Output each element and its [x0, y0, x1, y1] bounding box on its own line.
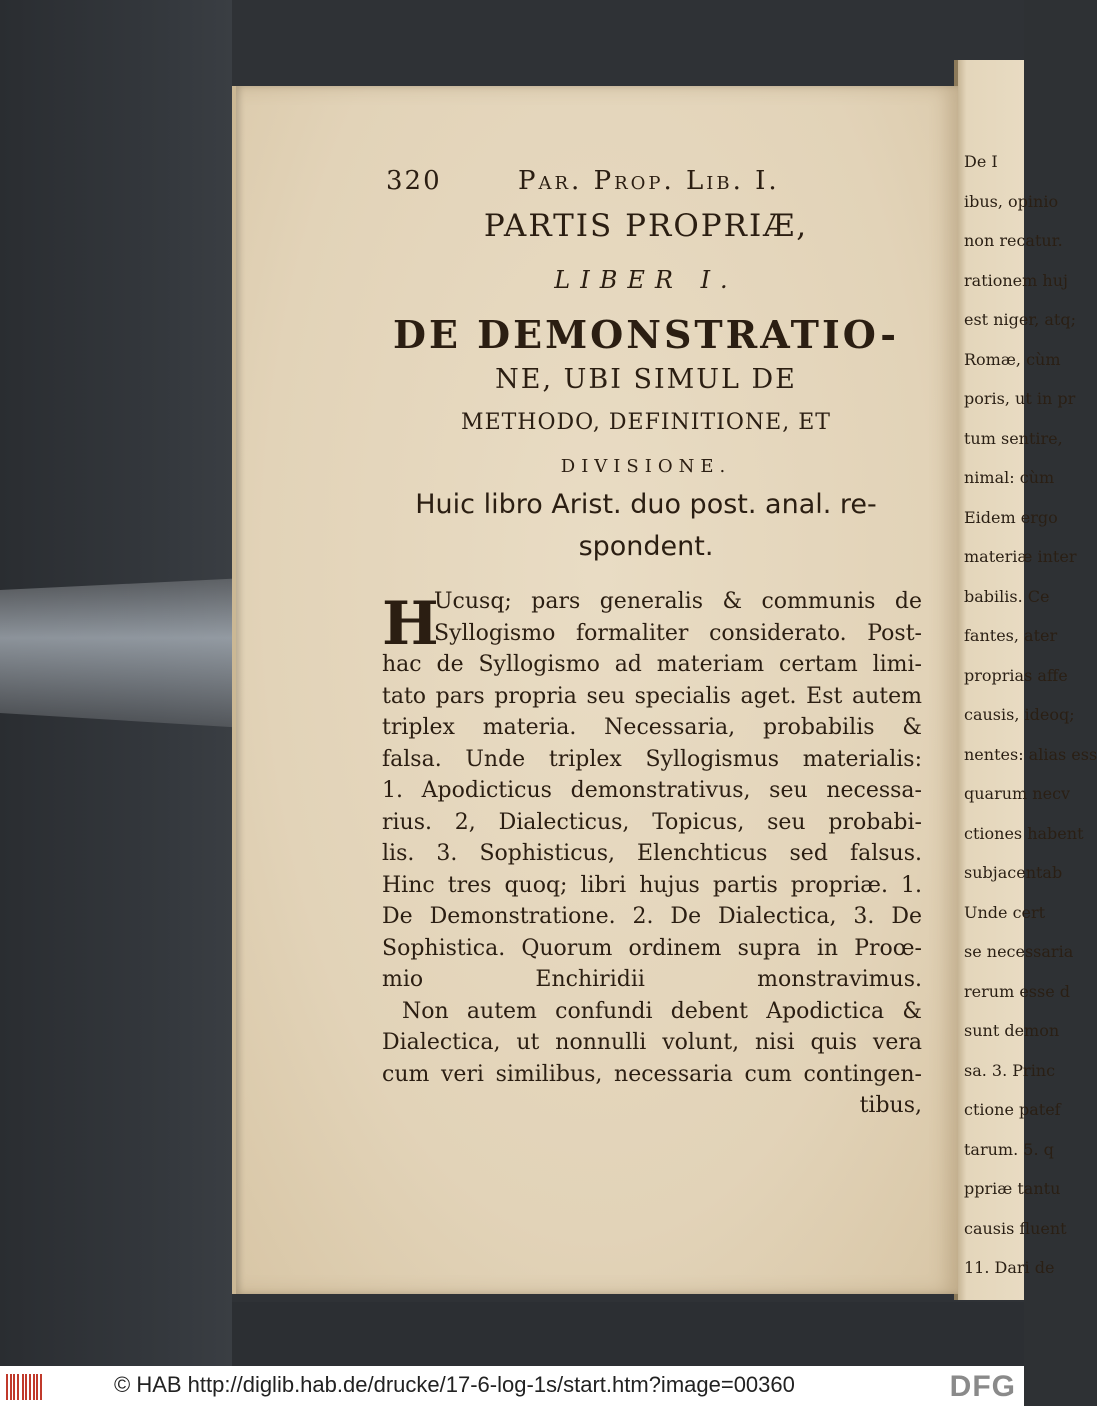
next-page-line: tum sentire, [964, 428, 1063, 448]
next-page-line: Unde cert [964, 902, 1046, 922]
barcode-bar [40, 1374, 42, 1400]
body-line: Non autem confundi debent Apodictica & [402, 998, 922, 1024]
body-lines [382, 586, 922, 1122]
body-line: falsa. Unde triplex Syllogismus materialis: [382, 746, 922, 772]
next-page-line: ctiones habent [964, 823, 1084, 843]
title-line-4: NE, UBI SIMUL DE [495, 364, 797, 395]
title-line-5: METHODO, DEFINITIONE, ET [461, 410, 831, 435]
next-page-line: ctione patef [964, 1100, 1061, 1119]
next-page-line: materiæ inter [964, 547, 1077, 566]
body-text [382, 586, 922, 1122]
next-page-line: causis fluent [964, 1218, 1067, 1238]
next-page-line: fantes, ater [964, 626, 1058, 645]
hab-barcode-icon [6, 1374, 46, 1400]
book-cover-bottom [232, 1302, 1024, 1366]
next-page-line: se necessaria [964, 942, 1074, 961]
barcode-bar [22, 1374, 24, 1400]
next-page-line: Romæ, cùm [964, 349, 1061, 369]
running-head: Par. Prop. Lib. I. [518, 166, 780, 196]
barcode-bar [6, 1374, 8, 1400]
body-line: mio Enchiridii monstravimus. [382, 967, 922, 992]
barcode-bar [10, 1374, 12, 1400]
body-line: triplex materia. Necessaria, probabilis & [382, 715, 922, 740]
next-page-line: causis, ideoq; [964, 705, 1075, 724]
next-page-line: rerum esse d [964, 981, 1071, 1001]
next-page-line: 11. Dari de [964, 1258, 1055, 1277]
barcode-bar [36, 1374, 38, 1400]
subtitle-line-1: Huic libro Arist. duo post. anal. re- [415, 489, 877, 520]
next-page-line: poris, ut in pr [964, 389, 1076, 408]
body-line: 1. Apodicticus demonstrativus, seu necessa- [382, 778, 922, 803]
next-page-line: subjacentab [964, 863, 1063, 882]
body-line: tibus, [859, 1093, 922, 1118]
book-page [232, 86, 958, 1294]
body-line: De Demonstratione. 2. De Dialectica, 3. De [382, 904, 922, 929]
barcode-bar [13, 1374, 15, 1400]
body-line: rius. 2, Dialecticus, Topicus, seu probabi- [382, 809, 922, 835]
barcode-bar [29, 1374, 31, 1400]
next-page-line: sunt demon [964, 1021, 1060, 1040]
next-page-line: rationem huj [964, 270, 1068, 290]
next-page-line: babilis. Ce [964, 586, 1050, 606]
next-page-edge [954, 60, 1097, 1300]
body-line: cum veri similibus, necessaria cum contingen- [382, 1061, 922, 1087]
next-page-line: sa. 3. Princ [964, 1060, 1056, 1080]
barcode-bar [25, 1374, 27, 1400]
next-page-line: est niger, atq; [964, 310, 1076, 329]
body-line: lis. 3. Sophisticus, Elenchticus sed falsus. [382, 841, 922, 866]
next-page-line: non recatur. [964, 231, 1063, 250]
barcode-bar [17, 1374, 19, 1400]
body-line: Ucusq; pars generalis & communis de [434, 589, 922, 614]
footer-bar [0, 1366, 1024, 1406]
next-page-line: nentes: alias ess [964, 744, 1097, 764]
title-line-2: LIBER I. [554, 266, 738, 294]
body-line: Syllogismo formaliter considerato. Post- [434, 620, 922, 646]
page-clip [0, 578, 268, 728]
body-line: tato pars propria seu specialis aget. Est autem [382, 683, 922, 709]
next-page-line: nimal: cùm [964, 468, 1055, 487]
next-page-line: Eidem ergo [964, 507, 1058, 527]
dfg-logo: DFG [949, 1370, 1016, 1403]
next-page-line: De I [964, 152, 998, 171]
barcode-bar [33, 1374, 35, 1400]
body-line: hac de Syllogismo ad materiam certam limi- [382, 652, 922, 677]
next-page-line: proprias affe [964, 665, 1068, 685]
body-line: Hinc tres quoq; libri hujus partis propriæ. 1. [382, 872, 922, 898]
copyright-link[interactable]: © HAB http://diglib.hab.de/drucke/17-6-log-1s/start.htm?image=00360 [114, 1372, 795, 1397]
page-number: 320 [386, 166, 442, 196]
body-line: Dialectica, ut nonnulli volunt, nisi quis vera [382, 1030, 922, 1055]
title-line-6: DIVISIONE. [560, 456, 732, 477]
next-page-line: tarum. 5. q [964, 1139, 1054, 1159]
next-page-line: ibus, opinio [964, 191, 1059, 211]
title-line-3: DE DEMONSTRATIO- [393, 312, 899, 357]
subtitle-line-2: spondent. [578, 531, 714, 562]
next-page-line: quarum necv [964, 784, 1071, 803]
next-page-line: ppriæ tantu [964, 1179, 1061, 1198]
body-line: Sophistica. Quorum ordinem supra in Proœ- [382, 935, 922, 961]
dropcap-letter: H [382, 589, 439, 659]
subtitle [366, 484, 926, 568]
title-line-1: PARTIS PROPRIÆ, [483, 208, 809, 244]
